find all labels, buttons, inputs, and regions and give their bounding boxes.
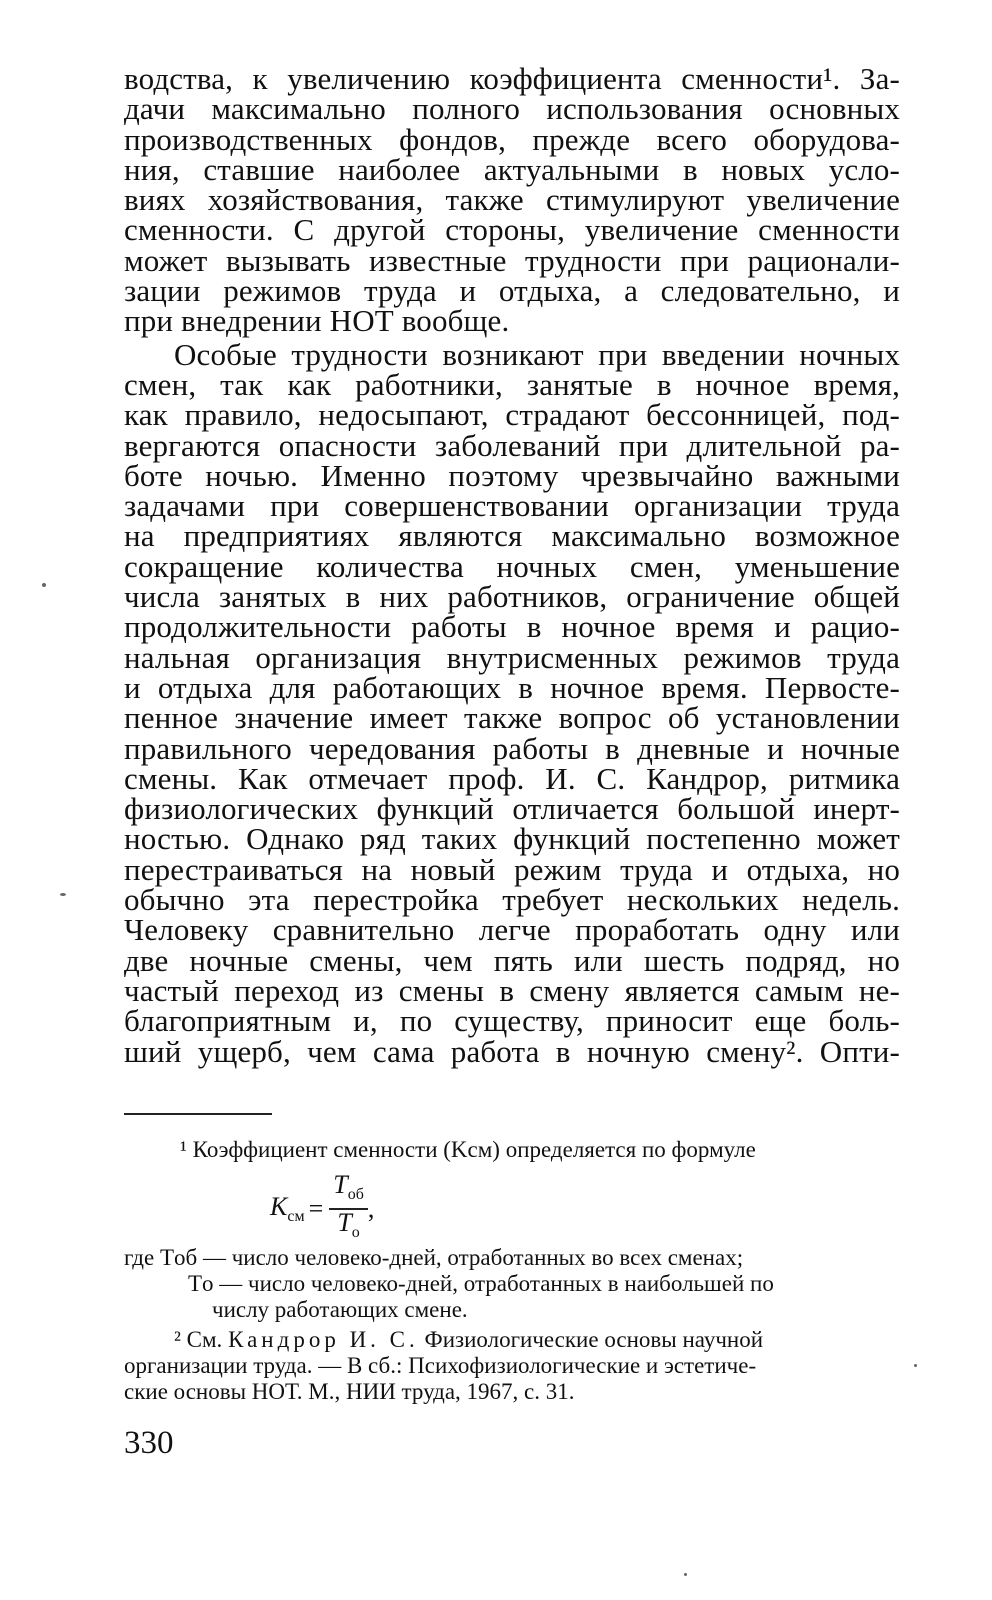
footnote-1-definitions: [124, 1245, 900, 1323]
formula-numerator: $T_{об}$: [329, 1172, 368, 1210]
text-line: две ночные смены, чем пять или шесть подряд, но: [124, 942, 900, 978]
text-line: как правило, недосыпают, страдают бессонницей, под-: [124, 397, 900, 433]
formula-denominator: $T_о$: [337, 1208, 360, 1241]
footnote-2: [124, 1327, 900, 1405]
text-line: смены. Как отмечает проф. И. С. Кандрор, ритмика: [124, 760, 900, 796]
definition-line: числу работающих смене.: [212, 1297, 468, 1322]
text-line: физиологических функций отличается большой инерт-: [124, 791, 900, 827]
text-line: нальная организация внутрисменных режимов труда: [124, 639, 900, 675]
text-line: числа занятых в них работников, ограничение общей: [124, 579, 900, 615]
text-line: ший ущерб, чем сама работа в ночную смену². Опти-: [124, 1033, 900, 1069]
text-line: зации режимов труда и отдыха, а следовательно, и: [124, 273, 900, 309]
footnote-2-author: Кандрор И. С.: [228, 1327, 419, 1352]
main-text: [124, 61, 900, 1069]
text-line: продолжительности работы в ночное время и рацио-: [124, 609, 900, 645]
definition-line: Tо — число человеко-дней, отработанных в наибольшей по: [188, 1271, 774, 1296]
text-line: задачами при совершенствовании организации труда: [124, 488, 900, 524]
text-line: может вызывать известные трудности при рационали-: [124, 242, 900, 278]
text-line: обычно эта перестройка требует нескольких недель.: [124, 882, 900, 918]
text-line: сокращение количества ночных смен, уменьшение: [124, 548, 900, 584]
formula-comma: ,: [367, 1194, 375, 1223]
print-speck: [60, 893, 66, 896]
text-line: и отдыха для работающих в ночное время. Первосте-: [124, 669, 900, 705]
footnote-1-text: ¹ Коэффициент сменности (Kсм) определяется по формуле: [180, 1137, 756, 1162]
footnote-2-line: ² См. Кандрор И. С. Физиологические основы научной: [174, 1327, 764, 1352]
formula-lhs: $K_{см}$: [270, 1192, 305, 1225]
text-line: благоприятным и, по существу, приносит еще боль-: [124, 1003, 900, 1039]
text-line: ния, ставшие наиболее актуальными в новых усло-: [124, 151, 900, 187]
formula: [270, 1172, 374, 1246]
print-speck: [42, 583, 46, 587]
footnote-2-line: организации труда. — В сб.: Психофизиологические и эстетиче-: [124, 1353, 757, 1378]
text-line: боте ночью. Именно поэтому чрезвычайно важными: [124, 457, 900, 493]
paragraph-start-line: Особые трудности возникают при введении ночных: [174, 336, 900, 372]
text-line: водства, к увеличению коэффициента сменности¹. За-: [124, 61, 900, 96]
text-line: вергаются опасности заболеваний при длительной ра-: [124, 427, 900, 463]
text-line: сменности. С другой стороны, увеличение сменности: [124, 212, 900, 248]
text-line: ностью. Однако ряд таких функций постепенно может: [124, 821, 900, 857]
text-line: Человеку сравнительно легче проработать одну или: [124, 912, 900, 948]
text-line: на предприятиях являются максимально возможное: [124, 518, 900, 554]
definition-line: где Tоб — число человеко-дней, отработанных во всех сменах;: [124, 1245, 744, 1270]
page-number: 330: [124, 1425, 174, 1461]
footnote-divider: [124, 1113, 272, 1115]
text-line: дачи максимально полного использования основных: [124, 91, 900, 127]
text-line: виях хозяйствования, также стимулируют увеличение: [124, 182, 900, 218]
text-line: перестраиваться на новый режим труда и отдыха, но: [124, 851, 900, 887]
print-speck: [914, 1364, 917, 1367]
footnote-1-intro: [124, 1137, 900, 1163]
formula-fraction: [329, 1172, 368, 1246]
text-line: производственных фондов, прежде всего оборудова-: [124, 121, 900, 157]
text-line: частый переход из смены в смену является самым не-: [124, 972, 900, 1008]
text-line: пенное значение имеет также вопрос об установлении: [124, 700, 900, 736]
text-line: правильного чередования работы в дневные и ночные: [124, 730, 900, 766]
formula-equals: =: [308, 1194, 324, 1223]
print-speck: [684, 1573, 687, 1576]
footnote-2-line: ские основы НОТ. М., НИИ труда, 1967, с. 31.: [124, 1379, 575, 1404]
text-line: смен, так как работники, занятые в ночное время,: [124, 366, 900, 402]
text-line: при внедрении НОТ вообще.: [124, 303, 510, 339]
